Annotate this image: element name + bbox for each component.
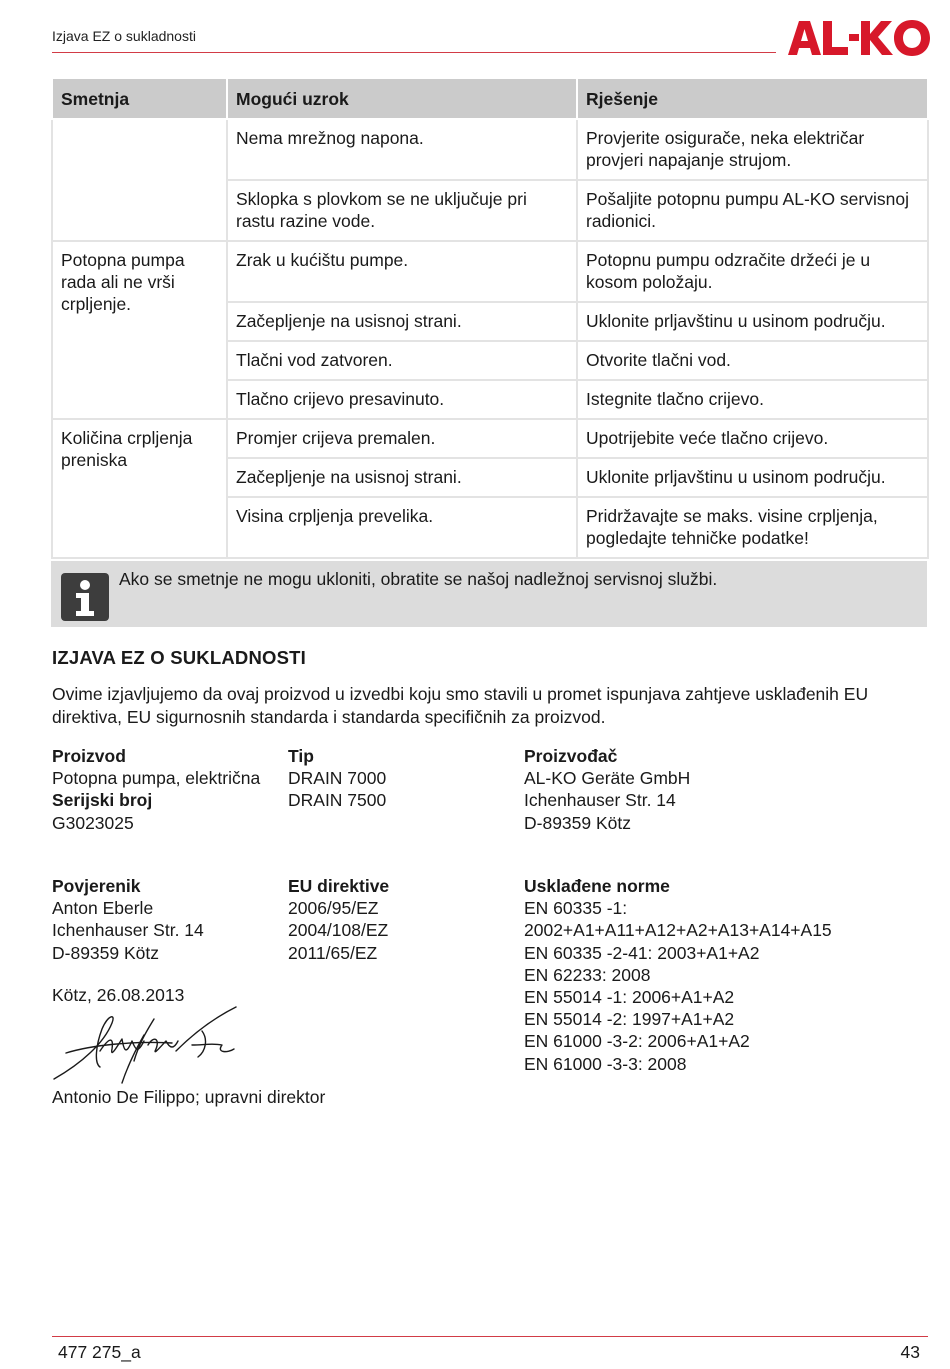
footer-page-number: 43 (900, 1342, 920, 1362)
solution-cell: Potopnu pumpu odzračite držeći je u kosom položaju. (577, 241, 928, 302)
directive-item: 2011/65/EZ (288, 942, 378, 963)
type-label: Tip (288, 746, 314, 766)
solution-cell: Uklonite prljavštinu u usinom području. (577, 302, 928, 341)
signer-name: Antonio De Filippo; upravni direktor (52, 1087, 326, 1107)
representative-label: Povjerenik (52, 876, 141, 896)
cause-cell: Začepljenje na usisnoj strani. (227, 302, 577, 341)
representative-line: Anton Eberle (52, 898, 154, 919)
header-divider (52, 52, 776, 53)
serial-label: Serijski broj (52, 790, 153, 811)
table-header-row (52, 78, 928, 119)
norm-item: 2002+A1+A11+A12+A2+A13+A14+A15 (524, 920, 832, 941)
representative-line: Ichenhauser Str. 14 (52, 920, 204, 941)
table-row (52, 119, 928, 180)
info-text: Ako se smetnje ne mogu ukloniti, obratite se našoj nadležnoj servisnoj službi. (119, 569, 718, 589)
column-header-symptom: Smetnja (52, 78, 227, 119)
declaration-intro: Ovime izjavljujemo da ovaj proizvod u izvedbi koju smo stavili u promet ispunjava zahtjeve usklađenih EU direktiva, EU sigurnosnih standarda i standarda specifičnih za proizvod. (52, 684, 869, 727)
al-ko-logo (788, 20, 930, 56)
cause-cell: Sklopka s plovkom se ne uključuje pri rastu razine vode. (227, 180, 577, 241)
footer-doc-number: 477 275_a (58, 1342, 141, 1362)
place-date: Kötz, 26.08.2013 (52, 984, 185, 1005)
norm-item: EN 61000 -3-3: 2008 (524, 1053, 687, 1074)
norm-item: EN 55014 -1: 2006+A1+A2 (524, 987, 735, 1008)
manufacturer-block (524, 745, 690, 834)
solution-cell: Pridržavajte se maks. visine crpljenja, pogledajte tehničke podatke! (577, 497, 928, 558)
directive-item: 2004/108/EZ (288, 920, 389, 941)
symptom-cell (52, 119, 227, 241)
footer-divider (52, 1336, 928, 1337)
declaration-heading: IZJAVA EZ O SUKLADNOSTI (52, 647, 307, 668)
cause-cell: Začepljenje na usisnoj strani. (227, 458, 577, 497)
manufacturer-line: D-89359 Kötz (524, 812, 632, 833)
solution-cell: Istegnite tlačno crijevo. (577, 380, 928, 419)
norms-block (524, 875, 832, 1075)
type-value: DRAIN 7000 (288, 768, 387, 789)
info-note (51, 561, 927, 627)
column-header-solution: Rješenje (577, 78, 928, 119)
column-header-cause: Mogući uzrok (227, 78, 577, 119)
symptom-cell: Količina crpljenja preniska (52, 419, 227, 558)
manufacturer-label: Proizvođač (524, 746, 618, 766)
cause-cell: Visina crpljenja prevelika. (227, 497, 577, 558)
directives-block (288, 875, 389, 964)
serial-value: G3023025 (52, 812, 134, 833)
table-row (52, 419, 928, 458)
header-title: Izjava EZ o sukladnosti (52, 28, 196, 44)
table-row (52, 241, 928, 302)
norm-item: EN 62233: 2008 (524, 964, 651, 985)
norm-item: EN 60335 -1: (524, 898, 628, 919)
cause-cell: Tlačni vod zatvoren. (227, 341, 577, 380)
product-block (52, 745, 270, 834)
symptom-cell: Potopna pumpa rada ali ne vrši crpljenje. (52, 241, 227, 419)
type-value: DRAIN 7500 (288, 790, 387, 811)
cause-cell: Promjer crijeva premalen. (227, 419, 577, 458)
manufacturer-line: Ichenhauser Str. 14 (524, 790, 676, 811)
type-block (288, 745, 386, 812)
directive-item: 2006/95/EZ (288, 898, 379, 919)
product-value: Potopna pumpa, električna (52, 768, 261, 789)
manufacturer-line: AL-KO Geräte GmbH (524, 768, 691, 789)
cause-cell: Tlačno crijevo presavinuto. (227, 380, 577, 419)
cause-cell: Nema mrežnog napona. (227, 119, 577, 180)
representative-line: D-89359 Kötz (52, 942, 160, 963)
info-icon (61, 573, 109, 621)
troubleshooting-table (51, 77, 929, 559)
solution-cell: Provjerite osigurače, neka električar provjeri napajanje strujom. (577, 119, 928, 180)
solution-cell: Pošaljite potopnu pumpu AL-KO servisnoj radionici. (577, 180, 928, 241)
product-label: Proizvod (52, 746, 126, 766)
solution-cell: Upotrijebite veće tlačno crijevo. (577, 419, 928, 458)
directives-label: EU direktive (288, 876, 390, 896)
signature (52, 1005, 242, 1085)
solution-cell: Uklonite prljavštinu u usinom području. (577, 458, 928, 497)
cause-cell: Zrak u kućištu pumpe. (227, 241, 577, 302)
solution-cell: Otvorite tlačni vod. (577, 341, 928, 380)
norm-item: EN 55014 -2: 1997+A1+A2 (524, 1009, 735, 1030)
representative-block (52, 875, 204, 1006)
norms-label: Usklađene norme (524, 876, 670, 896)
norm-item: EN 60335 -2-41: 2003+A1+A2 (524, 942, 760, 963)
norm-item: EN 61000 -3-2: 2006+A1+A2 (524, 1031, 750, 1052)
